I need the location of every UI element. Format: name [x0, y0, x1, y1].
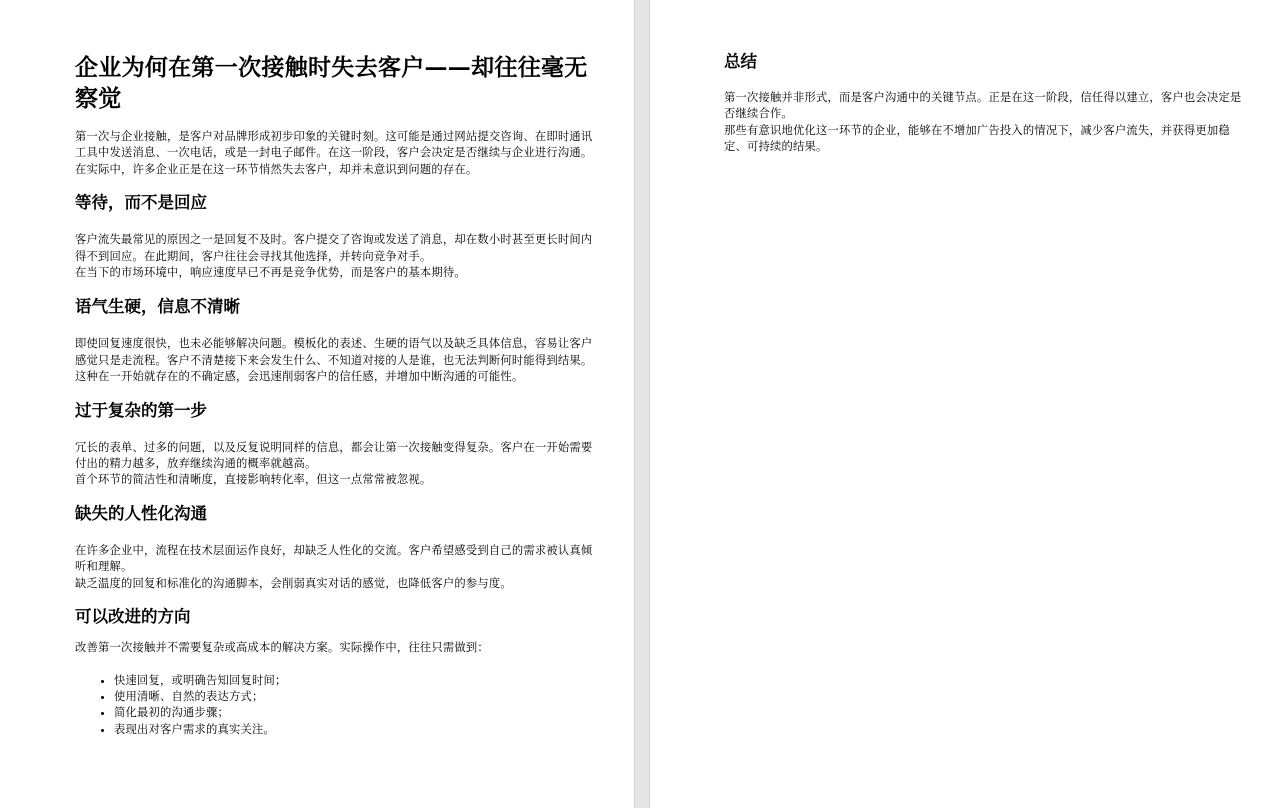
section-body-complex-first-step [75, 440, 593, 489]
section-body-summary [724, 90, 1242, 156]
section-heading-improvements: 可以改进的方向 [75, 607, 191, 627]
list-item: • 表现出对客户需求的真实关注。 [114, 722, 593, 738]
section-paragraph: 首个环节的简洁性和清晰度，直接影响转化率，但这一点常常被忽视。 [75, 473, 432, 487]
section-paragraph: 客户流失最常见的原因之一是回复不及时。客户提交了咨询或发送了消息，却在数小时甚至更长时间内得不到回应。在此期间，客户往往会寻找其他选择，并转向竞争对手。 [75, 233, 593, 263]
section-body-improvements [75, 640, 593, 656]
list-item: • 快速回复，或明确告知回复时间； [114, 673, 593, 689]
list-item: • 使用清晰、自然的表达方式； [114, 689, 593, 705]
document-page-right [650, 0, 1281, 808]
section-heading-summary: 总结 [724, 52, 757, 71]
summary-paragraph: 那些有意识地优化这一环节的企业，能够在不增加广告投入的情况下，减少客户流失，并获得更加稳定、可持续的结果。 [724, 123, 1230, 154]
document-title: 企业为何在第一次接触时失去客户——却往往毫无察觉 [75, 54, 588, 112]
section-heading-tone: 语气生硬，信息不清晰 [75, 297, 240, 317]
page-edge-divider [634, 0, 635, 808]
section-heading-complex-first-step: 过于复杂的第一步 [75, 400, 207, 420]
improvement-list [75, 673, 593, 739]
page-content [75, 0, 593, 738]
section-paragraph: 即使回复速度很快，也未必能够解决问题。模板化的表述、生硬的语气以及缺乏具体信息，容易让客户感觉只是走流程。客户不清楚接下来会发生什么、不知道对接的人是谁，也无法判断何时能得到结果。 [75, 337, 593, 367]
intro-paragraph: 在实际中，许多企业正是在这一环节悄然失去客户，却并未意识到问题的存在。 [75, 162, 478, 176]
section-paragraph: 在许多企业中，流程在技术层面运作良好，却缺乏人性化的交流。客户希望感受到自己的需求被认真倾听和理解。 [75, 543, 593, 574]
section-heading-waiting: 等待，而不是回应 [75, 193, 207, 213]
section-paragraph: 改善第一次接触并不需要复杂或高成本的解决方案。实际操作中，往往只需做到： [75, 641, 489, 655]
section-paragraph: 冗长的表单、过多的问题，以及反复说明同样的信息，都会让第一次接触变得复杂。客户在一开始需要付出的精力越多，放弃继续沟通的概率就越高。 [75, 440, 593, 471]
section-paragraph: 这种在一开始就存在的不确定感，会迅速削弱客户的信任感，并增加中断沟通的可能性。 [75, 370, 524, 384]
section-body-tone [75, 336, 593, 385]
list-item: • 简化最初的沟通步骤； [114, 705, 593, 721]
page-gutter [634, 0, 650, 808]
intro-block [75, 129, 593, 178]
section-paragraph: 缺乏温度的回复和标准化的沟通脚本，会削弱真实对话的感觉，也降低客户的参与度。 [75, 576, 512, 590]
page-content [724, 0, 1242, 156]
document-page-left [0, 0, 634, 808]
section-heading-human-touch: 缺失的人性化沟通 [75, 503, 207, 523]
intro-paragraph: 第一次与企业接触，是客户对品牌形成初步印象的关键时刻。这可能是通过网站提交咨询、在即时通讯工具中发送消息、一次电话，或是一封电子邮件。在这一阶段，客户会决定是否继续与企业进行沟通。 [75, 130, 593, 160]
section-body-waiting [75, 232, 593, 281]
section-paragraph: 在当下的市场环境中，响应速度早已不再是竞争优势，而是客户的基本期待。 [75, 266, 466, 280]
section-body-human-touch [75, 543, 593, 592]
summary-paragraph: 第一次接触并非形式，而是客户沟通中的关键节点。正是在这一阶段，信任得以建立，客户也会决定是否继续合作。 [724, 91, 1242, 121]
